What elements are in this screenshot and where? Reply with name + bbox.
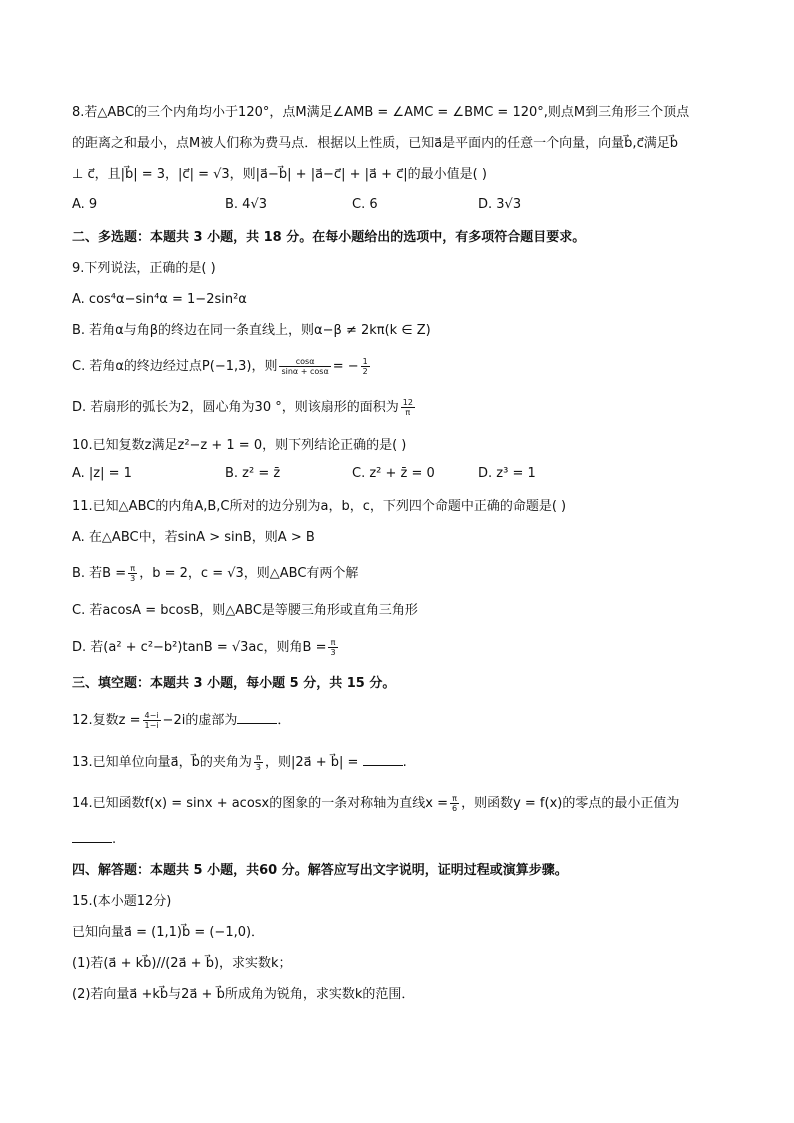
q14-rest: ，则函数y = f(x)的零点的最小正值为 (461, 796, 680, 811)
q14 (72, 794, 732, 814)
q8-line2: 的距离之和最小，点M被人们称为费马点．根据以上性质，已知a⃗是平面内的任意一个向量，向量b⃗,c⃗满足b⃗ (72, 136, 678, 151)
q9-option-d-text: D. 若扇形的弧长为2，圆心角为30 °，则该扇形的面积为 (72, 400, 399, 415)
q10-option-d: D. z³ = 1 (478, 466, 536, 481)
q12-answer-blank[interactable] (237, 711, 277, 724)
q11-option-d (72, 638, 732, 658)
q11-stem: 11.已知△ABC的内角A,B,C所对的边分别为a，b，c，下列四个命题中正确的命题是( ) (72, 499, 567, 514)
q10-stem: 10.已知复数z满足z²−z + 1 = 0，则下列结论正确的是( ) (72, 438, 407, 453)
q15-part1: (1)若(a⃗ + kb⃗)//(2a⃗ + b⃗)，求实数k； (72, 956, 292, 971)
q15-given: 已知向量a⃗ = (1,1)b⃗ = (−1,0)． (72, 925, 265, 940)
q9-option-c (72, 357, 732, 377)
q8-line1: 8.若△ABC的三个内角均小于120°，点M满足∠AMB = ∠AMC = ∠BMC = 120°,则点M到三角形三个顶点 (72, 105, 690, 120)
q13-text: 13.已知单位向量a⃗，b⃗的夹角为 (72, 755, 252, 770)
q13-numerator: π (254, 753, 263, 763)
q8-line3: ⊥ c⃗，且|b⃗| = 3，|c⃗| = √3，则|a⃗−b⃗| + |a⃗−c⃗| + |a⃗ + c⃗|的最小值是( ) (72, 167, 487, 182)
q12-fraction (143, 711, 161, 730)
q9-d-fraction (401, 398, 415, 417)
q9-d-numerator: 12 (402, 398, 413, 407)
q8-option-c: C. 6 (352, 197, 378, 212)
q11-option-b (72, 564, 732, 584)
q9-c-fraction (279, 357, 330, 376)
q9-option-a: A. cos⁴α−sin⁴α = 1−2sin²α (72, 292, 247, 307)
q11-option-d-text: D. 若(a² + c²−b²)tanB = √3ac，则角B = (72, 640, 327, 655)
q15-head: 15.(本小题12分) (72, 894, 172, 909)
q14-denominator: 6 (451, 804, 458, 813)
section-4-heading: 四、解答题：本题共 5 小题，共60 分。解答应写出文字说明，证明过程或演算步骤。 (72, 863, 568, 878)
q9-stem: 9.下列说法，正确的是( ) (72, 261, 216, 276)
q12-text: 12.复数z = (72, 713, 141, 728)
q10-option-a: A. |z| = 1 (72, 466, 132, 481)
q14-fraction (450, 794, 459, 813)
q13-fraction (254, 753, 263, 772)
q12: 12.复数z = $\frac{4-i}{1-i}$ −2i的虚部为 ． (72, 711, 291, 730)
q13 (72, 753, 732, 773)
q8-option-d: D. 3√3 (478, 197, 522, 212)
q8-option-b: B. 4√3 (225, 197, 268, 212)
q14-text: 14.已知函数f(x) = sinx + acosx的图象的一条对称轴为直线x = (72, 796, 448, 811)
q11-d-fraction (328, 638, 337, 657)
q11-b-denominator: 3 (130, 574, 136, 583)
q11-option-b-rest: ，b = 2，c = √3，则△ABC有两个解 (139, 566, 359, 581)
q10-option-c: C. z² + z̄ = 0 (352, 466, 435, 481)
q14-line2 (72, 830, 732, 850)
q13-answer-blank[interactable] (363, 753, 403, 766)
section-3-heading: 三、填空题：本题共 3 小题，每小题 5 分，共 15 分。 (72, 676, 396, 691)
q13-rest: ，则|2a⃗ + b⃗| = (265, 755, 359, 770)
q11-b-numerator: π (128, 564, 137, 574)
q10-options (72, 466, 732, 486)
q14-end: . (112, 832, 117, 847)
q10-option-b: B. z² = z̄ (225, 466, 281, 481)
q9-c-numerator: cosα (279, 357, 330, 367)
q11-option-a: A. 在△ABC中，若sinA > sinB，则A > B (72, 530, 315, 545)
q11-option-c: C. 若acosA = bcosB，则△ABC是等腰三角形或直角三角形 (72, 603, 418, 618)
q9-option-c-text: C. 若角α的终边经过点P(−1,3)，则 (72, 359, 278, 374)
q14-answer-blank[interactable] (72, 830, 112, 843)
q9-c-numerator2: 1 (362, 357, 368, 366)
q9-option-d (72, 398, 732, 418)
q11-d-denominator: 3 (330, 648, 336, 657)
section-2-heading: 二、多选题：本题共 3 小题，共 18 分。在每小题给出的选项中，有多项符合题目要求。 (72, 230, 586, 245)
q8-options (72, 197, 732, 217)
q14-numerator: π (450, 794, 459, 804)
q13-end: . (402, 755, 407, 770)
q11-b-fraction (128, 564, 137, 583)
q11-d-numerator: π (328, 638, 337, 648)
q8-option-a: A. 9 (72, 197, 98, 212)
q11-option-b-text: B. 若B = (72, 566, 127, 581)
q12-denominator: 1−i (144, 721, 159, 730)
q9-c-denominator2: 2 (362, 367, 368, 376)
q9-d-denominator: π (405, 408, 411, 417)
q9-option-b: B. 若角α与角β的终边在同一条直线上，则α−β ≠ 2kπ(k ∈ Z) (72, 323, 431, 338)
q9-c-fraction2 (361, 357, 370, 376)
q15-part2: (2)若向量a⃗ +kb⃗与2a⃗ + b⃗所成角为锐角，求实数k的范围． (72, 987, 415, 1002)
q12-rest: −2i的虚部为 (162, 713, 238, 728)
q9-c-denominator: sinα + cosα (281, 367, 329, 376)
q12-numerator: 4−i (144, 711, 159, 720)
q13-denominator: 3 (255, 763, 261, 772)
q9-c-equals: = − (332, 359, 359, 374)
